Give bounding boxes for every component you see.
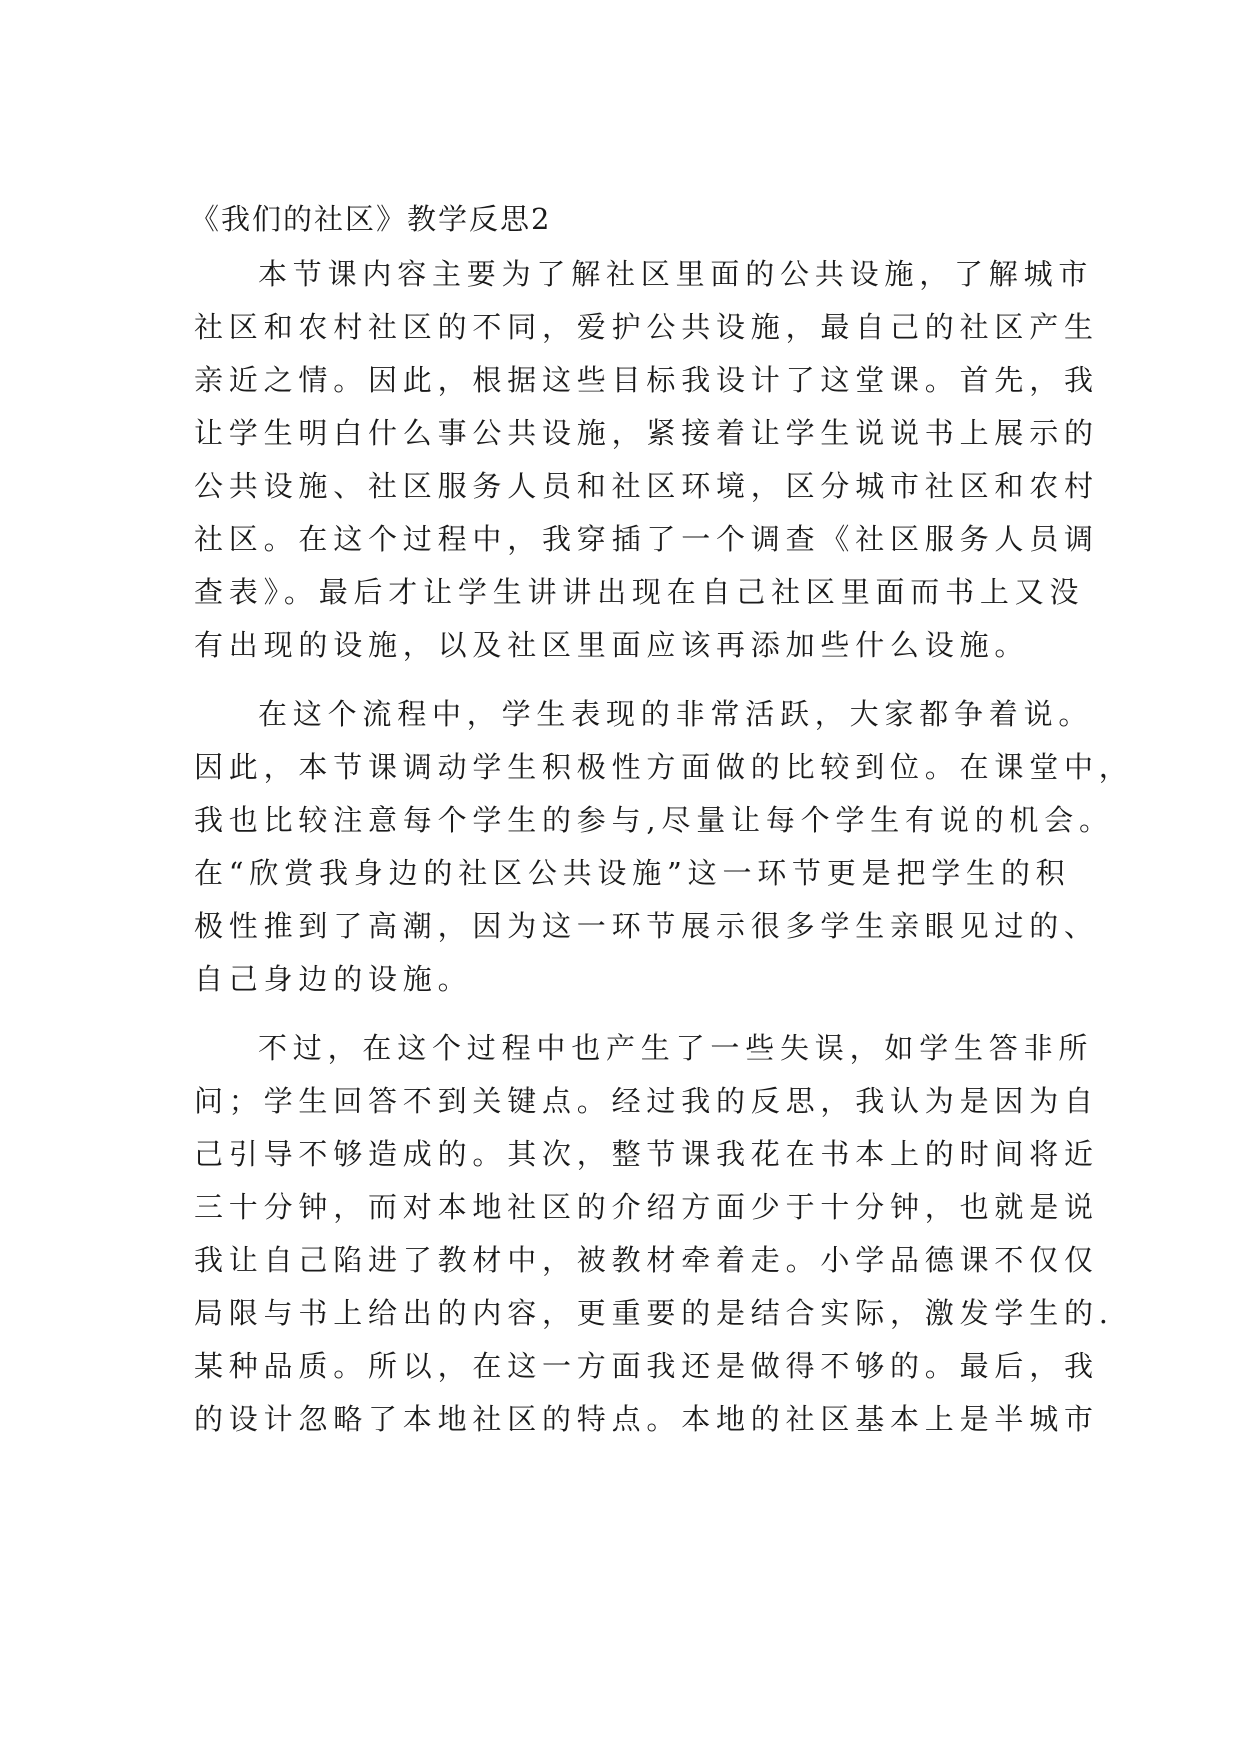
- paragraph-line: 的设计忽略了本地社区的特点。本地的社区基本上是半城市: [194, 1402, 1099, 1436]
- paragraph-line: 亲近之情。因此，根据这些目标我设计了这堂课。首先，我: [194, 363, 1099, 397]
- paragraph-line: 己引导不够造成的。其次，整节课我花在书本上的时间将近: [194, 1137, 1099, 1171]
- paragraph-line: 在这个流程中，学生表现的非常活跃，大家都争着说。: [258, 697, 1094, 731]
- paragraph-line: 本节课内容主要为了解社区里面的公共设施，了解城市: [258, 257, 1094, 291]
- paragraph-line: 某种品质。所以，在这一方面我还是做得不够的。最后，我: [194, 1349, 1099, 1383]
- paragraph-line: 社区。在这个过程中，我穿插了一个调查《社区服务人员调: [194, 522, 1099, 556]
- paragraph-line: 查表》。最后才让学生讲讲出现在自己社区里面而书上又没: [194, 575, 1085, 609]
- paragraph-line: 局限与书上给出的内容，更重要的是结合实际，激发学生的.: [194, 1296, 1114, 1330]
- paragraph-line: 自己身边的设施。: [194, 962, 473, 996]
- document-title: 《我们的社区》教学反思2: [190, 202, 552, 236]
- paragraph-line: 极性推到了高潮，因为这一环节展示很多学生亲眼见过的、: [194, 909, 1099, 943]
- paragraph-line: 让学生明白什么事公共设施，紧接着让学生说说书上展示的: [194, 416, 1099, 450]
- paragraph-line: 三十分钟，而对本地社区的介绍方面少于十分钟，也就是说: [194, 1190, 1099, 1224]
- paragraph-line: 公共设施、社区服务人员和社区环境，区分城市社区和农村: [194, 469, 1099, 503]
- paragraph-line: 问；学生回答不到关键点。经过我的反思，我认为是因为自: [194, 1084, 1099, 1118]
- paragraph-line: 我让自己陷进了教材中，被教材牵着走。小学品德课不仅仅: [194, 1243, 1099, 1277]
- paragraph-line: 不过，在这个过程中也产生了一些失误，如学生答非所: [258, 1031, 1094, 1065]
- paragraph-line: 社区和农村社区的不同，爱护公共设施，最自己的社区产生: [194, 310, 1099, 344]
- paragraph-line: 我也比较注意每个学生的参与,尽量让每个学生有说的机会。: [194, 803, 1114, 837]
- paragraph-line: 有出现的设施，以及社区里面应该再添加些什么设施。: [194, 628, 1030, 662]
- paragraph-line: 因此，本节课调动学生积极性方面做的比较到位。在课堂中，: [194, 750, 1134, 784]
- paragraph-line: 在“欣赏我身边的社区公共设施”这一环节更是把学生的积: [194, 856, 1071, 890]
